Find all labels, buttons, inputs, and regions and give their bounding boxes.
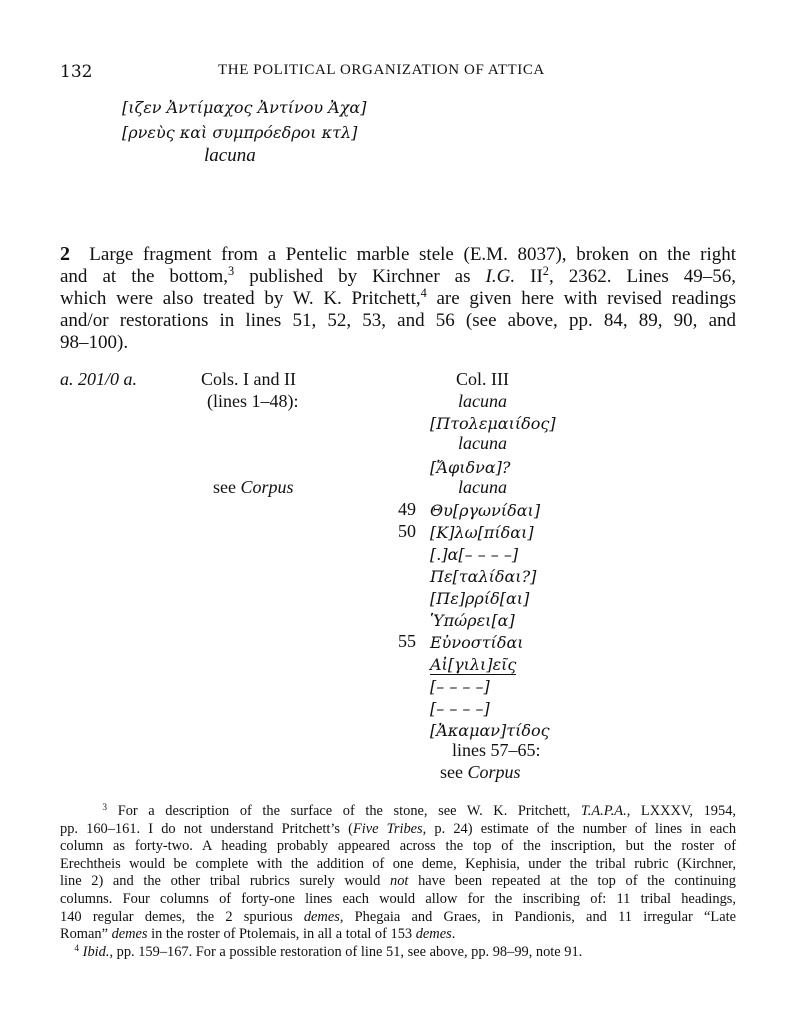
text-span: which were also treated by W. K. Pritchett, bbox=[60, 288, 421, 309]
text-span: Roman” bbox=[60, 926, 112, 943]
text-span: demes bbox=[415, 926, 452, 943]
footnote-line bbox=[60, 944, 736, 962]
footnote-line: columns. Four columns of forty-one lines each would allow for the inscribing of: 11 tribal headings, bbox=[60, 890, 736, 907]
lines-57-65-label: lines 57–65: bbox=[452, 740, 541, 760]
text-span: published by Kirchner as bbox=[234, 266, 486, 287]
inscription-row-54: Ὑπώρει[α] bbox=[430, 611, 515, 630]
line-number-49: 49 bbox=[398, 499, 416, 519]
inscription-row-57: [– – – –] bbox=[430, 677, 490, 696]
text-span: . bbox=[451, 926, 456, 943]
text-span: , pp. 159–167. For a possible restoration of line 51, see above, pp. 98–99, note 91. bbox=[109, 944, 583, 960]
date-label: a. 201/0 a. bbox=[60, 369, 138, 389]
footnote-3 bbox=[60, 803, 736, 944]
text-span: pp. 160–161. I do not understand Pritchett’s ( bbox=[60, 820, 353, 837]
corpus-link: Corpus bbox=[240, 477, 294, 497]
footnote-line bbox=[60, 821, 736, 839]
ig-volume: II bbox=[530, 266, 543, 287]
ig-abbrev: I.G. bbox=[485, 266, 516, 287]
inscription-row: [Ἄφιδνα]? bbox=[430, 458, 511, 477]
text-span: see bbox=[213, 477, 241, 497]
footnote-line: column as forty-two. A heading probably appeared across the top of the inscription, but the roster of bbox=[60, 838, 736, 855]
text-span: Five Tribes bbox=[352, 820, 423, 837]
text-span: in the roster of Ptolemais, in all a total of 153 bbox=[147, 926, 416, 943]
text-span: Ibid. bbox=[82, 944, 110, 960]
inscription-row-56 bbox=[430, 655, 516, 674]
paragraph-line bbox=[60, 243, 736, 266]
text-span: , p. 24) estimate of the number of lines in each bbox=[422, 820, 737, 837]
line-number-50: 50 bbox=[398, 521, 416, 541]
inscription-row-49: Θυ[ργωνίδαι] bbox=[430, 501, 541, 520]
cols-1-2-heading: Cols. I and II bbox=[201, 369, 296, 389]
inscription-row-55: Εὐνοστίδαι bbox=[430, 633, 524, 652]
paragraph-line: and/or restorations in lines 51, 52, 53, and 56 (see above, pp. 84, 89, 90, and bbox=[60, 310, 736, 331]
inscription-row-52: Πε[ταλίδαι?] bbox=[430, 567, 537, 586]
text-span: 140 regular demes, the 2 spurious bbox=[60, 908, 304, 925]
footnote-mark: 4 bbox=[74, 943, 80, 954]
inscription-row: [Πτολεμαιίδος] bbox=[430, 414, 556, 433]
see-corpus-2 bbox=[440, 762, 521, 783]
lacuna-label: lacuna bbox=[458, 477, 507, 497]
footnote-ref-4[interactable]: 4 bbox=[420, 286, 427, 301]
paragraph-line: 98–100). bbox=[60, 332, 129, 353]
inscription-row-59: [Ἀκαμαν]τίδος bbox=[430, 721, 550, 740]
inscription-row-53: [Πε]ρρίδ[αι] bbox=[430, 589, 530, 608]
text-span: , LXXXV, 1954, bbox=[626, 803, 736, 819]
footnote-ref-3[interactable]: 3 bbox=[228, 264, 235, 279]
greek-fragment-line-2: [ρνεὺς καὶ συμπρόεδροι κτλ] bbox=[122, 123, 358, 142]
text-span: have been repeated at the top of the continuing bbox=[408, 873, 736, 890]
text-span: demes bbox=[111, 926, 148, 943]
text-span: T.A.P.A. bbox=[580, 803, 627, 819]
inscription-row-51: [.]α[– – – –] bbox=[430, 545, 519, 564]
inscription-row-58: [– – – –] bbox=[430, 699, 490, 718]
lacuna-label: lacuna bbox=[458, 391, 507, 411]
footnote-line bbox=[60, 909, 736, 927]
text-span: see bbox=[440, 762, 468, 782]
corpus-link: Corpus bbox=[467, 762, 521, 782]
footnote-4 bbox=[60, 944, 736, 962]
inscription-row-50: [Κ]λω[πίδαι] bbox=[430, 523, 534, 542]
footnote-line bbox=[60, 926, 736, 944]
ig-sup: 2 bbox=[542, 264, 549, 279]
footnote-line bbox=[60, 873, 736, 891]
lacuna-label: lacuna bbox=[204, 145, 256, 166]
see-corpus-1 bbox=[213, 477, 294, 498]
footnote-line: Erechtheis would be complete with the addition of one deme, Kephisia, under the tribal rubric (Kirchner, bbox=[60, 855, 736, 872]
paragraph-line bbox=[60, 288, 736, 310]
page-number: 132 bbox=[60, 62, 93, 82]
section-number: 2 bbox=[60, 243, 70, 265]
cols-1-2-lines: (lines 1–48): bbox=[207, 391, 299, 411]
lacuna-label: lacuna bbox=[458, 433, 507, 453]
footnote-mark: 3 bbox=[102, 802, 108, 813]
text-span: demes bbox=[303, 908, 340, 925]
text-span: are given here with revised readings bbox=[426, 288, 736, 309]
line-number-55: 55 bbox=[398, 631, 416, 651]
footnote-line bbox=[60, 803, 736, 821]
text-span: not bbox=[390, 873, 409, 890]
col-3-heading: Col. III bbox=[456, 369, 509, 389]
text-span: , Phegaia and Graes, in Pandionis, and 11 irregular “Late bbox=[339, 908, 736, 925]
section-2-paragraph bbox=[60, 243, 736, 354]
text-span: For a description of the surface of the stone, see W. K. Pritchett, bbox=[117, 803, 581, 819]
text-span: line 2) and the other tribal rubrics surely would bbox=[60, 873, 391, 890]
underlined-text: Αἰ[γιλι]εῖς bbox=[430, 655, 517, 674]
text-span: Large fragment from a Pentelic marble stele (E.M. 8037), broken on the right bbox=[89, 244, 736, 265]
greek-fragment-line-1: [ιζεν Ἀντίμαχος Ἀντίνου Ἀχα] bbox=[122, 98, 367, 117]
text-span: , 2362. Lines 49–56, bbox=[548, 266, 737, 287]
text-span: and at the bottom, bbox=[60, 266, 229, 287]
running-title: THE POLITICAL ORGANIZATION OF ATTICA bbox=[218, 62, 545, 78]
paragraph-line bbox=[60, 266, 736, 288]
